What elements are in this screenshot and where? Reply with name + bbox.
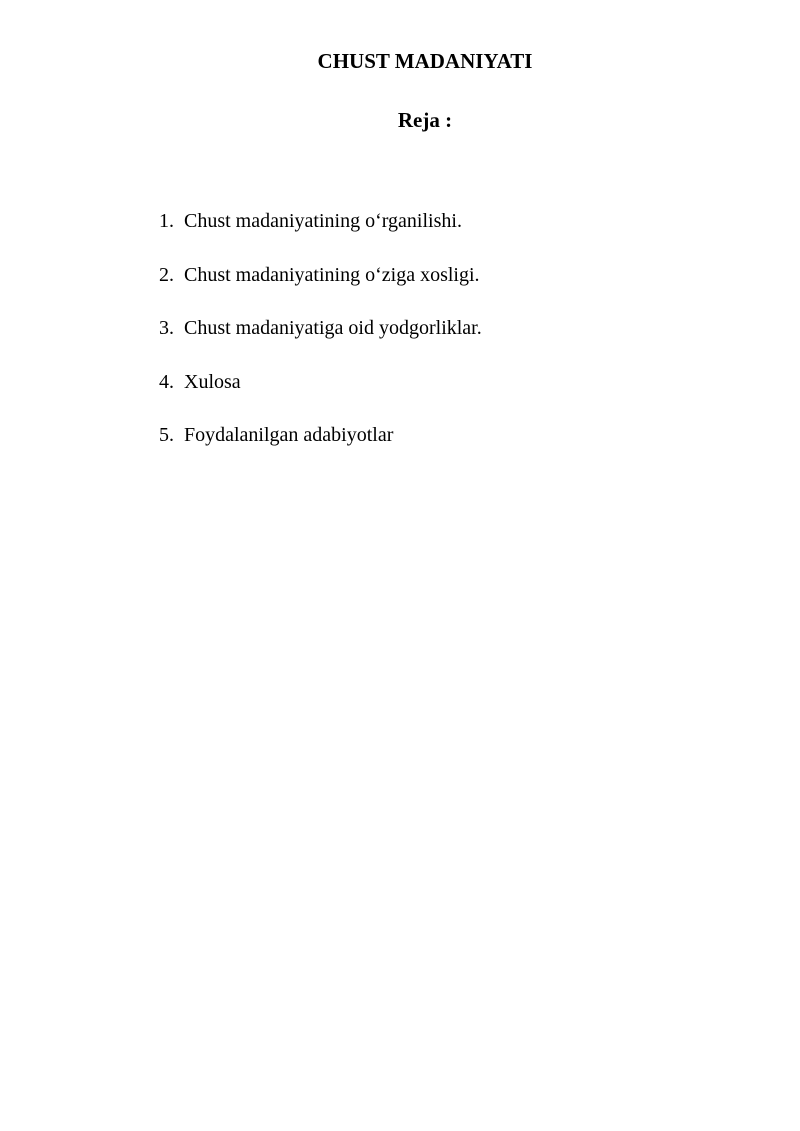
plan-item [159,368,482,396]
plan-item [159,314,482,342]
plan-item-text: Chust madaniyatining o‘rganilishi. [184,210,462,232]
document-title: CHUST MADANIYATI [317,49,533,73]
plan-item-number: 5. [159,424,174,446]
plan-item [159,207,482,235]
plan-list [159,207,482,475]
plan-item-number: 3. [159,317,174,339]
plan-item-number: 1. [159,210,174,232]
plan-item-number: 4. [159,370,174,393]
plan-item [159,421,482,449]
plan-item-text: Chust madaniyatining o‘ziga xosligi. [184,263,480,286]
plan-heading: Reja : [397,108,453,132]
plan-item-text: Chust madaniyatiga oid yodgorliklar. [184,317,482,339]
plan-item-number: 2. [159,263,174,286]
plan-item-text: Foydalanilgan adabiyotlar [184,424,394,446]
plan-item [159,261,482,289]
plan-item-text: Xulosa [184,370,241,393]
